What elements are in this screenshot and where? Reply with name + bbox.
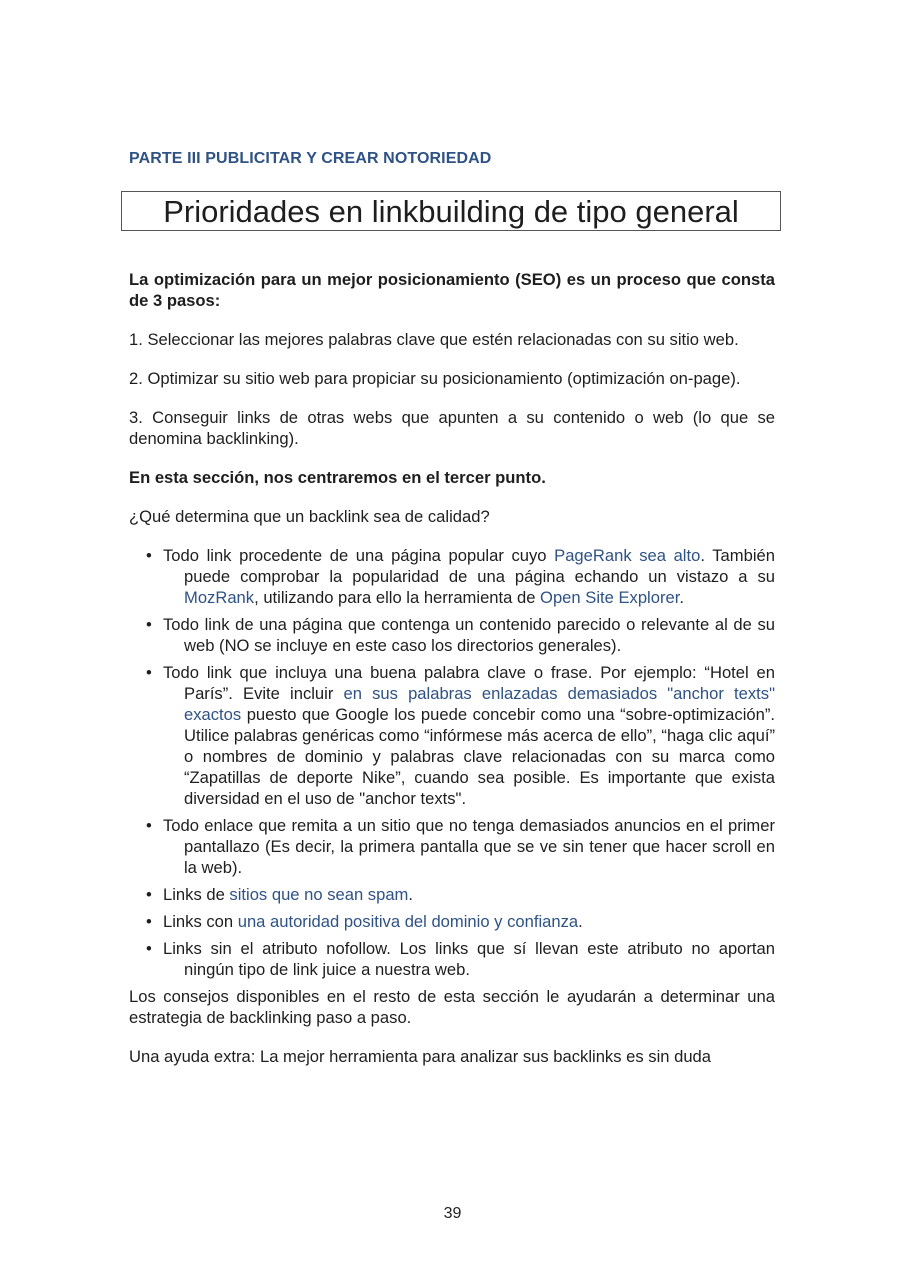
list-item-text: puesto que Google los puede concebir como una “sobre-optimización”. Utilice palabras genéricas como “infórmese más acerca de ello”, “haga clic aquí” o nombres de dominio y palabras clave relacionadas con su marca como “Zapatillas de deporte Nike”, cuando sea posible. Es importante que exista diversidad en el uso de "anchor texts". <box>184 705 775 808</box>
question-paragraph: ¿Qué determina que un backlink sea de calidad? <box>129 507 490 526</box>
list-item-text: Todo enlace que remita a un sitio que no tenga demasiados anuncios en el primer pantallazo (Es decir, la primera pantalla que se ve sin tener que hacer scroll en la web). <box>163 816 775 877</box>
list-item <box>129 938 775 980</box>
list-item-text: . <box>408 885 413 904</box>
focus-paragraph: En esta sección, nos centraremos en el tercer punto. <box>129 468 546 487</box>
step-3: 3. Conseguir links de otras webs que apunten a su contenido o web (lo que se denomina backlinking). <box>129 408 775 448</box>
list-item-text: Todo link procedente de una página popular cuyo <box>163 546 555 565</box>
list-item-text: . También puede comprobar la popularidad de una página echando un vistazo a su <box>184 546 775 586</box>
part-header: PARTE III PUBLICITAR Y CREAR NOTORIEDAD <box>129 150 492 167</box>
intro-paragraph: La optimización para un mejor posicionamiento (SEO) es un proceso que consta de 3 pasos: <box>129 270 775 310</box>
list-item <box>129 545 775 608</box>
page-number: 39 <box>443 1205 462 1222</box>
bullet-icon: • <box>146 912 152 931</box>
list-item <box>129 815 775 878</box>
bullet-icon: • <box>146 546 152 565</box>
step-1: 1. Seleccionar las mejores palabras clave que estén relacionadas con su sitio web. <box>129 330 739 349</box>
step-2: 2. Optimizar su sitio web para propiciar su posicionamiento (optimización on-page). <box>129 369 741 388</box>
list-item-text: Links con <box>163 912 238 931</box>
list-item <box>129 662 775 809</box>
list-item-text: Todo link de una página que contenga un contenido parecido o relevante al de su web (NO se incluye en este caso los directorios generales). <box>163 615 775 655</box>
list-item-text: . <box>578 912 583 931</box>
list-item-text: Todo link que incluya una buena palabra clave o frase. Por ejemplo: “Hotel en París”. Evite incluir <box>163 663 775 703</box>
mozrank-link[interactable]: MozRank <box>184 588 255 607</box>
extra-paragraph: Una ayuda extra: La mejor herramienta para analizar sus backlinks es sin duda <box>129 1047 712 1066</box>
open-site-explorer-link[interactable]: Open Site Explorer <box>540 588 680 607</box>
section-title: Prioridades en linkbuilding de tipo general <box>121 191 781 231</box>
quality-criteria-list <box>129 545 775 980</box>
list-item <box>129 614 775 656</box>
bullet-icon: • <box>146 663 152 682</box>
list-item-text: , utilizando para ello la herramienta de <box>254 588 541 607</box>
closing-paragraph: Los consejos disponibles en el resto de esta sección le ayudarán a determinar una estrategia de backlinking paso a paso. <box>129 987 775 1027</box>
bullet-icon: • <box>146 816 152 835</box>
list-item-text: Links de <box>163 885 230 904</box>
domain-authority-link[interactable]: una autoridad positiva del dominio y confianza <box>237 912 579 931</box>
list-item <box>129 884 775 905</box>
anchor-texts-link[interactable]: en sus palabras enlazadas demasiados "anchor texts" exactos <box>184 684 775 724</box>
list-item <box>129 911 775 932</box>
pagerank-link[interactable]: PageRank sea alto <box>554 546 701 565</box>
list-item-text: Links sin el atributo nofollow. Los links que sí llevan este atributo no aportan ningún tipo de link juice a nuestra web. <box>163 939 775 979</box>
body-text <box>129 269 775 1085</box>
bullet-icon: • <box>146 885 152 904</box>
bullet-icon: • <box>146 615 152 634</box>
bullet-icon: • <box>146 939 152 958</box>
spam-sites-link[interactable]: sitios que no sean spam <box>229 885 409 904</box>
list-item-text: . <box>679 588 684 607</box>
